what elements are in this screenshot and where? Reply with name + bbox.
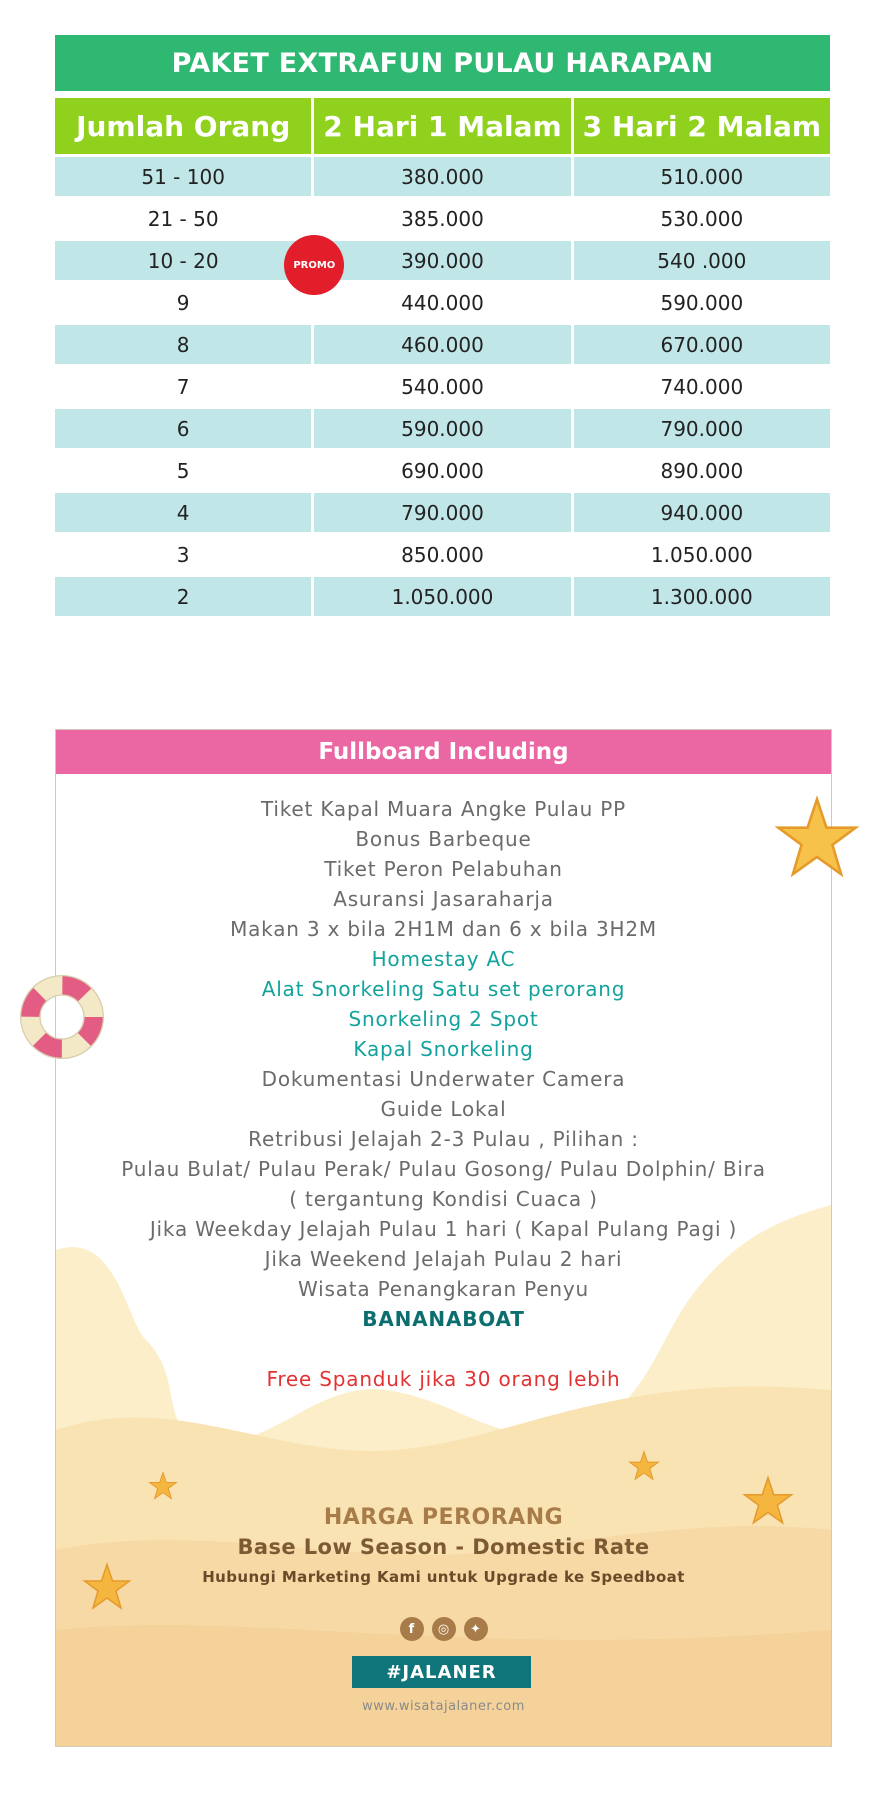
- table-row: [55, 367, 830, 406]
- table-cell-jumlah: [55, 409, 311, 448]
- lifebuoy-icon: [18, 973, 106, 1061]
- table-cell-3h2m: [574, 577, 830, 616]
- cell-value: 440.000: [401, 290, 484, 315]
- included-item: Jika Weekend Jelajah Pulau 2 hari: [264, 1247, 623, 1271]
- table-row: [55, 157, 830, 196]
- cell-value: 2: [176, 584, 190, 609]
- table-row: [55, 535, 830, 574]
- cell-value: 1.050.000: [391, 584, 494, 609]
- cell-value: 940.000: [660, 500, 744, 525]
- included-item: Homestay AC: [371, 947, 516, 971]
- table-cell-3h2m: [574, 283, 830, 322]
- table-cell-jumlah: [55, 367, 311, 406]
- harga-heading: HARGA PERORANG: [323, 1505, 564, 1530]
- table-cell-3h2m: [574, 493, 830, 532]
- cell-value: 385.000: [401, 206, 484, 231]
- fullboard-title: Fullboard Including: [56, 730, 831, 774]
- table-row: [55, 283, 830, 322]
- cell-value: 10 - 20: [147, 248, 219, 273]
- table-cell-jumlah: [55, 199, 311, 238]
- table-cell-2h1m: [314, 493, 570, 532]
- harga-subheading: Base Low Season - Domestic Rate: [237, 1535, 650, 1559]
- fullboard-items: [56, 794, 831, 1394]
- cell-value: 510.000: [660, 164, 744, 189]
- cell-value: 540 .000: [657, 248, 747, 273]
- included-item: Makan 3 x bila 2H1M dan 6 x bila 3H2M: [230, 917, 657, 941]
- included-item: Dokumentasi Underwater Camera: [261, 1067, 626, 1091]
- page-title: PAKET EXTRAFUN PULAU HARAPAN: [55, 35, 830, 91]
- table-row: [55, 451, 830, 490]
- cell-value: 1.050.000: [650, 542, 753, 567]
- table-cell-2h1m: [314, 157, 570, 196]
- cell-value: 670.000: [660, 332, 744, 357]
- table-cell-jumlah: [55, 157, 311, 196]
- facebook-icon[interactable]: f: [400, 1617, 424, 1641]
- cell-value: 9: [176, 290, 190, 315]
- cell-value: 690.000: [401, 458, 484, 483]
- table-row: [55, 325, 830, 364]
- included-item: Guide Lokal: [380, 1097, 507, 1121]
- cell-value: 890.000: [660, 458, 744, 483]
- table-cell-3h2m: [574, 157, 830, 196]
- included-item: Jika Weekday Jelajah Pulau 1 hari ( Kapal Pulang Pagi ): [149, 1217, 738, 1241]
- cell-value: 380.000: [401, 164, 484, 189]
- included-item: Pulau Bulat/ Pulau Perak/ Pulau Gosong/ Pulau Dolphin/ Bira: [121, 1157, 766, 1181]
- table-cell-3h2m: [574, 535, 830, 574]
- table-cell-jumlah: [55, 451, 311, 490]
- table-cell-jumlah: [55, 241, 311, 280]
- cell-value: 3: [176, 542, 190, 567]
- table-row: [55, 199, 830, 238]
- table-row: [55, 409, 830, 448]
- table-cell-jumlah: [55, 535, 311, 574]
- table-cell-2h1m: [314, 325, 570, 364]
- cell-value: 460.000: [401, 332, 484, 357]
- included-item: BANANABOAT: [362, 1307, 525, 1331]
- included-item: Bonus Barbeque: [355, 827, 532, 851]
- table-row: [55, 577, 830, 616]
- cell-value: 21 - 50: [147, 206, 219, 231]
- table-cell-2h1m: [314, 409, 570, 448]
- table-row: [55, 241, 830, 280]
- instagram-icon[interactable]: ◎: [432, 1617, 456, 1641]
- spacer: [56, 1334, 831, 1364]
- promo-badge: PROMO: [284, 235, 344, 295]
- cell-value: 390.000: [401, 248, 484, 273]
- cell-value: 6: [176, 416, 190, 441]
- table-cell-3h2m: [574, 409, 830, 448]
- table-cell-2h1m: [293, 241, 570, 280]
- cell-value: 790.000: [660, 416, 744, 441]
- cell-value: 51 - 100: [141, 164, 225, 189]
- table-cell-3h2m: [574, 199, 830, 238]
- twitter-icon[interactable]: ✦: [464, 1617, 488, 1641]
- table-cell-jumlah: [55, 283, 311, 322]
- upgrade-note: Hubungi Marketing Kami untuk Upgrade ke Speedboat: [202, 1568, 685, 1586]
- table-cell-3h2m: [574, 325, 830, 364]
- starfish-icon: [742, 1475, 794, 1527]
- starfish-icon: [774, 795, 860, 881]
- included-item: Wisata Penangkaran Penyu: [297, 1277, 590, 1301]
- table-row: [55, 493, 830, 532]
- website-link[interactable]: www.wisatajalaner.com: [362, 1699, 525, 1714]
- cell-value: 8: [176, 332, 190, 357]
- cell-value: 5: [176, 458, 190, 483]
- cell-value: 850.000: [401, 542, 484, 567]
- cell-value: 4: [176, 500, 190, 525]
- included-item: Free Spanduk jika 30 orang lebih: [266, 1367, 621, 1391]
- header-2h1m: 2 Hari 1 Malam: [314, 98, 570, 154]
- table-cell-3h2m: [574, 451, 830, 490]
- starfish-icon: [148, 1471, 178, 1501]
- included-item: Snorkeling 2 Spot: [348, 1007, 539, 1031]
- price-section: [55, 35, 830, 619]
- price-table: [52, 95, 833, 619]
- table-cell-2h1m: [314, 577, 570, 616]
- header-3h2m: 3 Hari 2 Malam: [574, 98, 830, 154]
- starfish-icon: [628, 1450, 660, 1482]
- social-icons: [56, 1617, 831, 1641]
- cell-value: 790.000: [401, 500, 484, 525]
- fullboard-box: [55, 729, 832, 1747]
- table-cell-3h2m: [574, 367, 830, 406]
- included-item: Tiket Peron Pelabuhan: [324, 857, 563, 881]
- hashtag-badge: #JALANER: [352, 1656, 531, 1688]
- header-jumlah-orang: Jumlah Orang: [55, 98, 311, 154]
- cell-value: 740.000: [660, 374, 744, 399]
- cell-value: 530.000: [660, 206, 744, 231]
- included-item: Kapal Snorkeling: [353, 1037, 534, 1061]
- cell-value: 1.300.000: [650, 584, 753, 609]
- table-cell-jumlah: [55, 577, 311, 616]
- included-item: ( tergantung Kondisi Cuaca ): [289, 1187, 598, 1211]
- starfish-icon: [82, 1562, 132, 1612]
- table-cell-jumlah: [55, 493, 311, 532]
- included-item: Alat Snorkeling Satu set perorang: [261, 977, 626, 1001]
- cell-value: 540.000: [401, 374, 484, 399]
- cell-value: 590.000: [401, 416, 484, 441]
- cell-value: 7: [176, 374, 190, 399]
- included-item: Asuransi Jasaraharja: [333, 887, 554, 911]
- table-cell-2h1m: [314, 199, 570, 238]
- table-cell-2h1m: [314, 535, 570, 574]
- cell-value: 590.000: [660, 290, 744, 315]
- included-item: Retribusi Jelajah 2-3 Pulau , Pilihan :: [248, 1127, 639, 1151]
- table-cell-jumlah: [55, 325, 311, 364]
- included-item: Tiket Kapal Muara Angke Pulau PP: [261, 797, 626, 821]
- table-cell-2h1m: [314, 283, 570, 322]
- table-cell-2h1m: [314, 367, 570, 406]
- price-table-body: [55, 157, 830, 616]
- table-cell-2h1m: [314, 451, 570, 490]
- table-cell-3h2m: [574, 241, 830, 280]
